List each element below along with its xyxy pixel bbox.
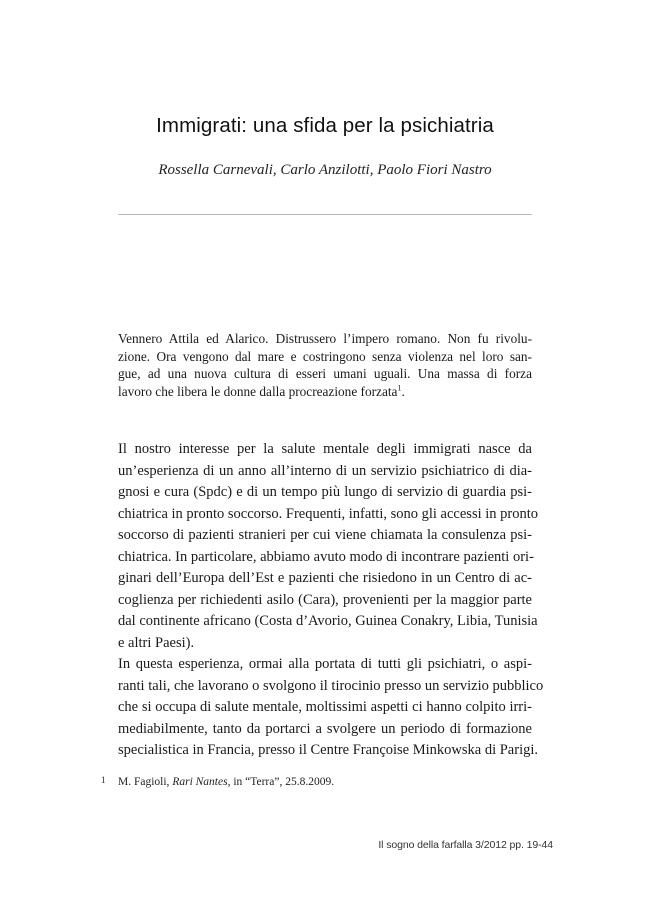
body-line: coglienza per richiedenti asilo (Cara), provenienti per la maggior parte [118,591,532,608]
footnote-italic-title: Rari Nantes [172,776,228,788]
divider [118,214,532,215]
body-line: ginari dell’Europa dell’Est e pazienti che risiedono in un Centro di ac- [118,570,532,586]
paragraph [118,439,538,654]
paragraph [118,654,544,762]
body-line: specialistica in Francia, presso il Centre Françoise Minkowska di Parigi. [118,742,539,758]
footnote-text-before: M. Fagioli, [118,776,173,788]
body-line: soccorso di pazienti stranieri per cui viene chiamata la consulenza psi- [118,527,532,543]
body-line: ranti tali, che lavorano o svolgono il tirocinio presso un servizio pubblico [118,677,544,694]
epigraph-line: gue, ad una nuova cultura di esseri umani uguali. Una massa di forza [118,366,532,381]
running-footer: Il sogno della farfalla 3/2012 pp. 19-44 [378,839,553,851]
epigraph-line: Vennero Attila ed Alarico. Distrussero l’impero romano. Non fu rivolu- [118,331,532,346]
epigraph [118,330,532,400]
body-line: un’esperienza di un anno all’interno di un servizio psichiatrico di dia- [118,462,532,479]
footnote [101,776,334,788]
footnote-reference[interactable]: 1 [397,383,402,393]
article-authors: Rossella Carnevali, Carlo Anzilotti, Paolo Fiori Nastro [158,162,492,178]
article-title: Immigrati: una sfida per la psichiatria [156,114,494,137]
body-line: chiatrica in pronto soccorso. Frequenti, infatti, sono gli accessi in pronto [118,505,538,522]
body-line: chiatrica. In particolare, abbiamo avuto modo di incontrare pazienti ori- [118,548,534,565]
epigraph-line [118,383,532,401]
body-line: che si occupa di salute mentale, moltissimi aspetti ci hanno colpito irri- [118,699,532,715]
body-line: gnosi e cura (Spdc) e di un tempo più lungo di servizio di guardia psi- [118,484,532,500]
body-line: Il nostro interesse per la salute mentale degli immigrati nasce da [118,441,532,457]
body-line: mediabilmente, tanto da portarci a svolgere un periodo di formazione [118,720,532,737]
epigraph-period: . [401,383,405,399]
body-line: dal continente africano (Costa d’Avorio, Guinea Conakry, Libia, Tunisia [118,613,538,629]
epigraph-line-text: lavoro che libera le donne dalla procreazione forzata [118,383,398,399]
body-line: In questa esperienza, ormai alla portata di tutti gli psichiatri, o aspi- [118,656,532,672]
footnote-text-after: , in “Terra”, 25.8.2009. [227,776,335,788]
body-line: e altri Paesi). [118,634,195,651]
footnote-number: 1 [101,775,106,785]
epigraph-line: zione. Ora vengono dal mare e costringono senza violenza nel loro san- [118,348,532,364]
body-text [118,439,544,762]
